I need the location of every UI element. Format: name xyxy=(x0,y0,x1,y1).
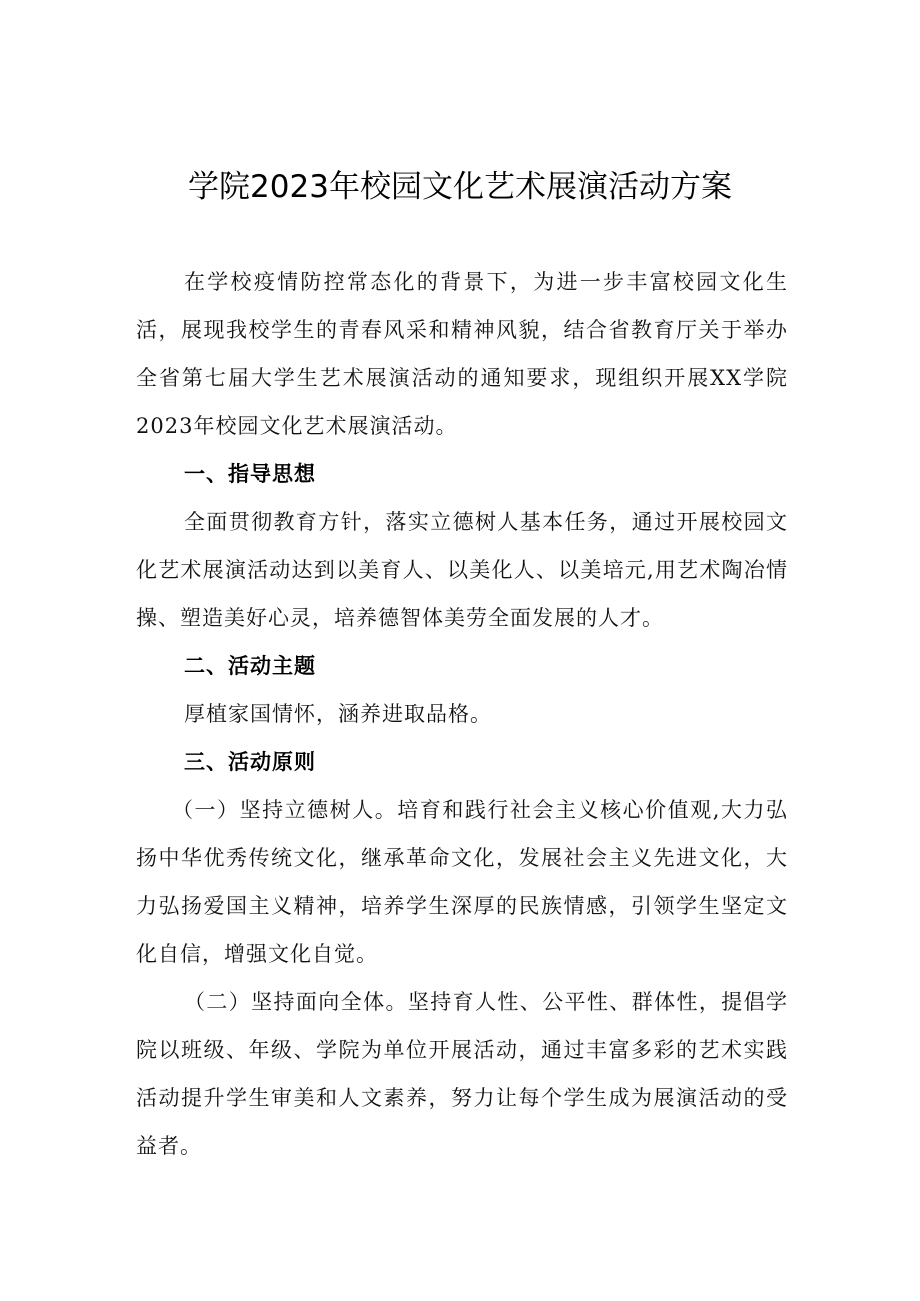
page-title: 学院2023年校园文化艺术展演活动方案 xyxy=(188,169,732,205)
principle-item: （一）坚持立德树人。培育和践行社会主义核心价值观,大力弘扬中华优秀传统文化，继承革命文化，发展社会主义先进文化，大力弘扬爱国主义精神，培养学生深厚的民族情感，引领学生坚定文化自信，增强文化自觉。 xyxy=(136,798,788,966)
principle-item: （二）坚持面向全体。坚持育人性、公平性、群体性，提倡学院以班级、年级、学院为单位开展活动，通过丰富多彩的艺术实践活动提升学生审美和人文素养，努力让每个学生成为展演活动的受益者。 xyxy=(136,990,788,1158)
guiding-ideology-paragraph: 全面贯彻教育方针，落实立德树人基本任务，通过开展校园文化艺术展演活动达到以美育人、以美化人、以美培元,用艺术陶冶情操、塑造美好心灵，培养德智体美劳全面发展的人才。 xyxy=(136,510,788,630)
section-heading-activity-theme: 二、活动主题 xyxy=(184,654,316,678)
section-heading-activity-principles: 三、活动原则 xyxy=(184,750,316,774)
intro-paragraph: 在学校疫情防控常态化的背景下，为进一步丰富校园文化生活，展现我校学生的青春风采和精神风貌，结合省教育厅关于举办全省第七届大学生艺术展演活动的通知要求，现组织开展XX学院2023年校园文化艺术展演活动。 xyxy=(136,270,788,438)
section-heading-guiding-ideology: 一、指导思想 xyxy=(184,462,316,486)
activity-theme-paragraph: 厚植家国情怀，涵养进取品格。 xyxy=(184,702,492,726)
